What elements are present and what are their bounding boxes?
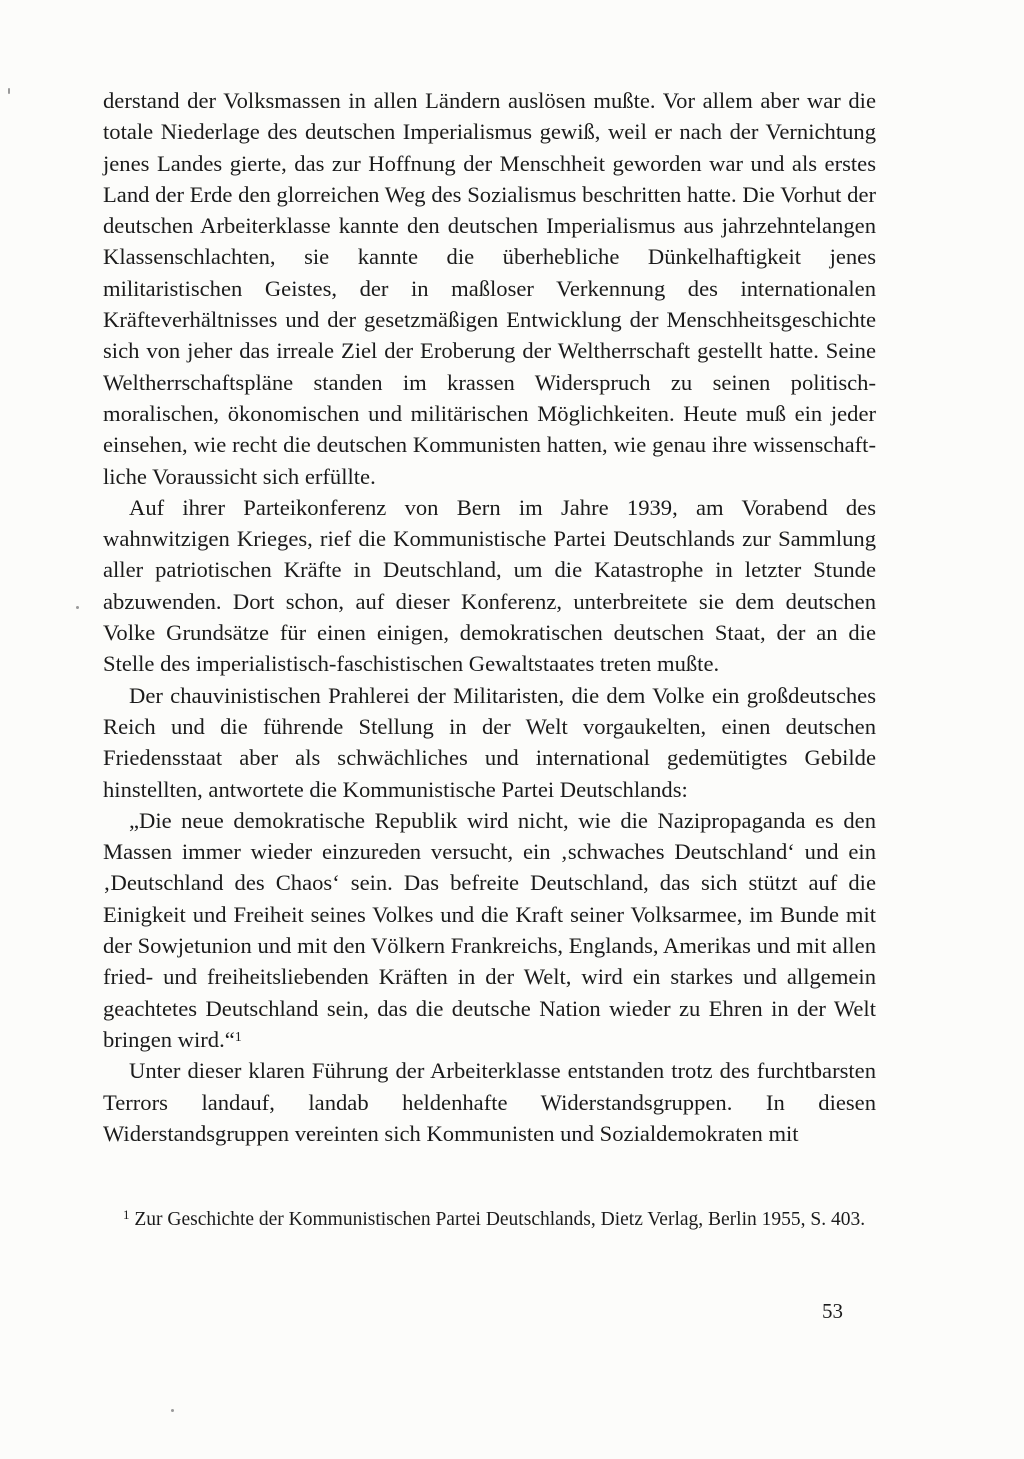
footnotes — [103, 1207, 876, 1233]
scan-speck — [8, 88, 10, 94]
page-number: 53 — [822, 1299, 843, 1323]
footnote-text: Zur Geschichte der Kommunistischen Partei Deutschlands, Dietz Verlag, Berlin 1955, S. 403. — [134, 1209, 866, 1230]
paragraph-2: Auf ihrer Parteikonferenz von Bern im Jahre 1939, am Vorabend des wahnwitzigen Krieges, rief die Kommunistische Partei Deutschlands zur Sammlung aller patriotischen Kräfte in Deutschland, um die Katastrophe in letzter Stunde abzuwenden. Dort schon, auf dieser Konferenz, unterbreitete sie dem deutschen Volke Grundsätze für einen einigen, demokratischen deutschen Staat, der an die Stelle des imperialistisch-faschistischen Gewaltstaates treten mußte. — [103, 494, 876, 677]
footnote-mark: 1 — [123, 1207, 130, 1222]
paragraph-1: derstand der Volksmassen in allen Ländern auslösen mußte. Vor allem aber war die totale Niederlage des deutschen Imperialismus gewiß, weil er nach der Vernichtung jenes Landes gierte, das zur Hoffnung der Menschheit geworden war und als erstes Land der Erde den glorreichen Weg des Sozialismus beschritten hatte. Die Vorhut der deutschen Arbeiterklasse kannte den deutschen Imperialismus aus jahrzehntelangen Klassenschlachten, sie kannte die überhebliche Dünkelhaftigkeit jenes militaristischen Geistes, der in maßloser Verkennung des internationalen Kräfteverhältnisses und der gesetzmäßigen Entwicklung der Menschheitsgeschichte sich von jeher das irreale Ziel der Eroberung der Weltherrschaft gestellt hatte. Seine Weltherrschaftspläne standen im krassen Widerspruch zu seinen politisch-moralischen, ökonomischen und militärischen Möglichkeiten. Heute muß ein jeder einsehen, wie recht die deutschen Kommunisten hatten, wie genau ihre wissenschaftliche Voraussicht sich erfüllte. — [103, 88, 876, 489]
paragraph-3: Der chauvinistischen Prahlerei der Militaristen, die dem Volke ein großdeutsches Reich und die führende Stellung in der Welt vorgaukelten, einen deutschen Friedensstaat aber als schwächliches und international gedemütigtes Gebilde hinstellten, antwortete die Kommunistische Partei Deutschlands: — [103, 682, 876, 802]
scan-speck — [76, 606, 79, 609]
quotation-paragraph — [103, 805, 876, 1055]
scan-speck — [171, 1409, 174, 1412]
footnote-reference[interactable]: 1 — [234, 1029, 242, 1045]
paragraph-5: Unter dieser klaren Führung der Arbeiterklasse entstanden trotz des furchtbarsten Terrors landauf, landab heldenhafte Widerstandsgruppen. In diesen Widerstandsgruppen vereinten sich Kommunisten und Sozialdemokraten mit — [103, 1058, 876, 1146]
quotation-text: „Die neue demokratische Republik wird nicht, wie die Nazipropaganda es den Massen immer wieder einzureden versucht, ein ‚schwaches Deutschland‘ und ein ‚Deutschland des Chaos‘ sein. Das befreite Deutschland, das sich stützt auf die Einigkeit und Freiheit seines Volkes und die Kraft seiner Volksarmee, im Bunde mit der Sowjetunion und mit den Völkern Frankreichs, Englands, Amerikas und mit allen fried- und freiheitsliebenden Kräften in der Welt, wird ein starkes und allgemein geachtetes Deutschland sein, das die deutsche Nation wieder zu Ehren in der Welt bringen wird.“ — [103, 807, 876, 1052]
body-text — [103, 85, 876, 1149]
footnote-1 — [103, 1207, 876, 1233]
